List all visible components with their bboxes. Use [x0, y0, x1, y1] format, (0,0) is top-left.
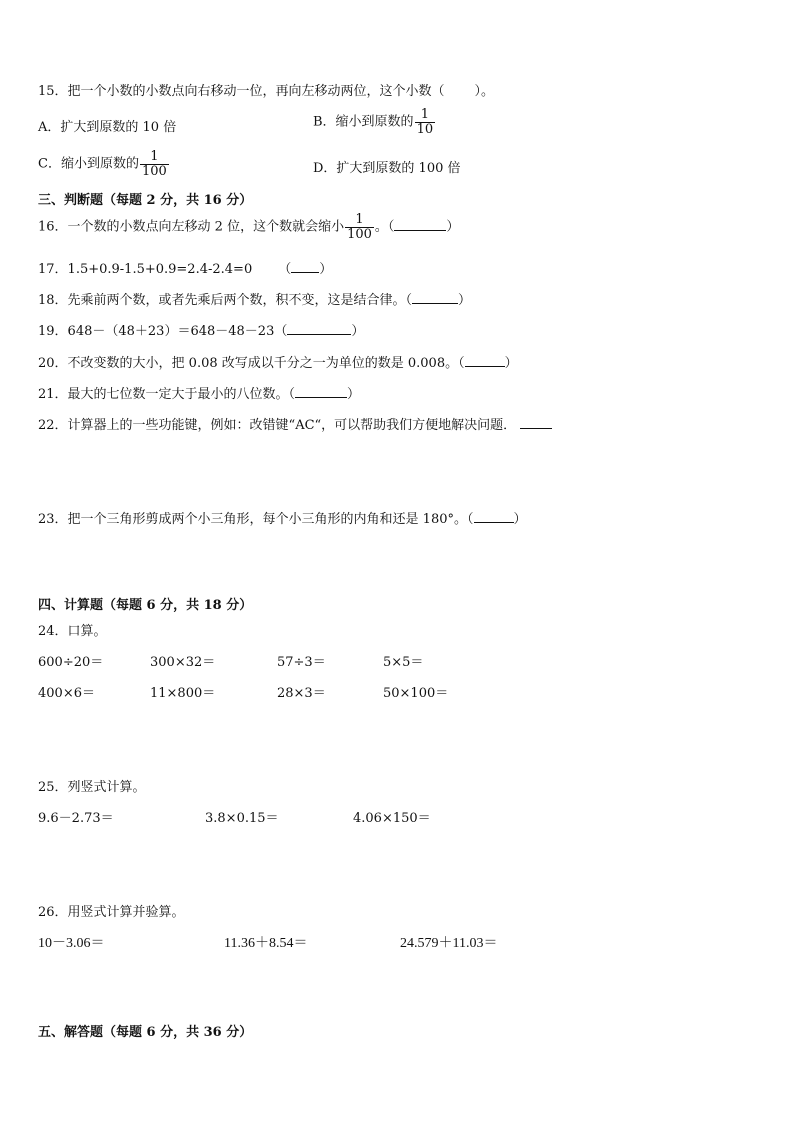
- fraction-denominator: 100: [141, 163, 167, 179]
- q16-open-paren: 。（: [374, 219, 395, 235]
- oral-calc-item: 28×3＝: [277, 686, 326, 701]
- q15-stem-close: ）。: [474, 84, 495, 99]
- q15-option-d[interactable]: D．扩大到原数的 100 倍: [313, 161, 461, 176]
- q16-text: 16．一个数的小数点向左移动 2 位，这个数就会缩小: [38, 219, 345, 235]
- section-4-heading: 四、计算题（每题 6 分，共 18 分）: [38, 598, 253, 613]
- q19-text: 19．648－（48＋23）＝648－48－23（: [38, 324, 288, 339]
- oral-calc-item: 50×100＝: [383, 686, 449, 701]
- question-22: [38, 415, 552, 435]
- section-3-heading: 三、判断题（每题 2 分，共 16 分）: [38, 193, 253, 208]
- answer-blank[interactable]: [520, 415, 552, 429]
- oral-calc-item: 5×5＝: [383, 655, 424, 670]
- vertical-calc-check-item: 24.579＋11.03＝: [400, 936, 498, 951]
- q22-text: 22．计算器上的一些功能键，例如：改错键“AC“，可以帮助我们方便地解决问题．: [38, 418, 517, 433]
- question-19: [38, 321, 364, 341]
- q20-close-paren: ）: [504, 356, 518, 371]
- oral-calc-item: 600÷20＝: [38, 655, 104, 670]
- q20-text: 20．不改变数的大小，把 0.08 改写成以千分之一为单位的数是 0.008。（: [38, 356, 465, 371]
- answer-blank[interactable]: [287, 321, 351, 335]
- vertical-calc-item: 4.06×150＝: [353, 811, 431, 826]
- q19-close-paren: ）: [351, 324, 365, 339]
- oral-calc-item: 400×6＝: [38, 686, 95, 701]
- q23-close-paren: ）: [513, 512, 527, 527]
- fraction: [140, 150, 169, 178]
- fraction-numerator: 1: [415, 108, 436, 123]
- oral-calc-item: 11×800＝: [150, 686, 216, 701]
- question-21: [38, 384, 360, 404]
- answer-blank[interactable]: [465, 353, 505, 367]
- q18-close-paren: ）: [458, 293, 472, 308]
- question-18: [38, 290, 471, 310]
- q15-option-a[interactable]: A．扩大到原数的 10 倍: [38, 120, 177, 135]
- answer-blank[interactable]: [291, 259, 319, 273]
- vertical-calc-item: 9.6－2.73＝: [38, 811, 114, 826]
- q23-text: 23．把一个三角形剪成两个小三角形，每个小三角形的内角和还是 180°。（: [38, 512, 474, 527]
- vertical-calc-check-item: 11.36＋8.54＝: [224, 936, 308, 951]
- q15-option-c[interactable]: [38, 150, 170, 178]
- fraction: [345, 213, 374, 241]
- q26-title: 26．用竖式计算并验算。: [38, 905, 185, 920]
- q15-stem-text: 15．把一个小数的小数点向右移动一位，再向左移动两位，这个小数（: [38, 84, 445, 99]
- answer-blank[interactable]: [474, 509, 514, 523]
- vertical-calc-item: 3.8×0.15＝: [205, 811, 279, 826]
- question-16: [38, 213, 459, 241]
- q15-option-b[interactable]: [313, 108, 436, 136]
- q21-text: 21．最大的七位数一定大于最小的八位数。（: [38, 387, 296, 402]
- q21-close-paren: ）: [347, 387, 361, 402]
- oral-calc-item: 300×32＝: [150, 655, 216, 670]
- q18-text: 18．先乘前两个数，或者先乘后两个数，积不变，这是结合律。（: [38, 293, 413, 308]
- fraction-numerator: 1: [140, 150, 169, 165]
- q17-close-paren: ）: [319, 262, 333, 277]
- vertical-calc-check-item: 10－3.06＝: [38, 936, 105, 951]
- oral-calc-item: 57÷3＝: [277, 655, 326, 670]
- fraction-denominator: 100: [347, 226, 372, 242]
- answer-blank[interactable]: [295, 384, 347, 398]
- question-15-stem: [38, 83, 494, 101]
- q15-option-c-text: C．缩小到原数的: [38, 156, 139, 172]
- question-20: [38, 353, 518, 373]
- q15-option-b-text: B．缩小到原数的: [313, 114, 414, 130]
- fraction: [415, 108, 436, 136]
- answer-blank[interactable]: [412, 290, 458, 304]
- fraction-numerator: 1: [345, 213, 374, 228]
- question-17: [38, 259, 332, 279]
- q17-open-paren: （: [278, 262, 292, 277]
- section-5-heading: 五、解答题（每题 6 分，共 36 分）: [38, 1025, 253, 1040]
- fraction-denominator: 10: [416, 121, 434, 137]
- q25-title: 25．列竖式计算。: [38, 780, 146, 795]
- answer-blank[interactable]: [394, 217, 446, 231]
- question-23: [38, 509, 527, 529]
- q24-title: 24．口算。: [38, 624, 107, 639]
- q17-text: 17．1.5+0.9-1.5+0.9=2.4-2.4=0: [38, 262, 253, 277]
- q16-close-paren: ）: [446, 219, 460, 235]
